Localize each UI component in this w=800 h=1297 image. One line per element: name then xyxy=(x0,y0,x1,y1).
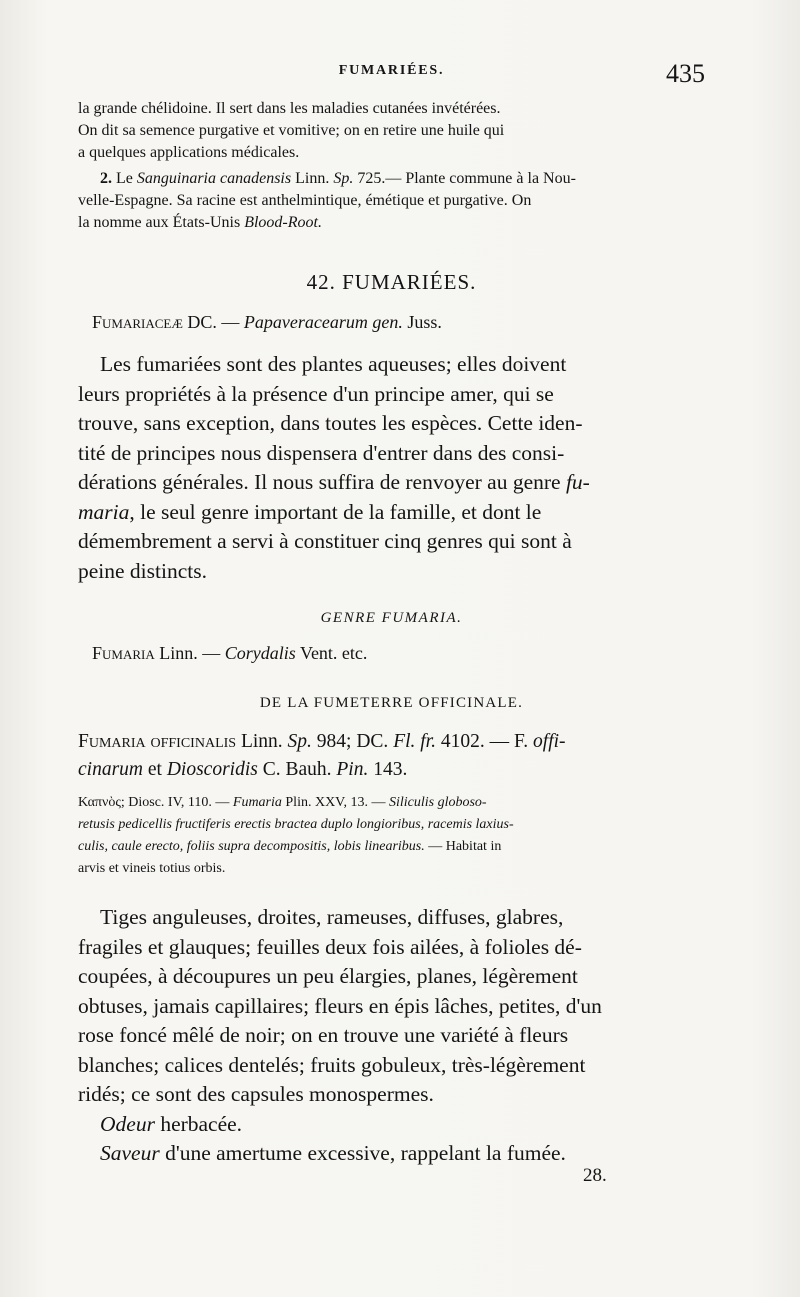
greek-name: Καπνὸς xyxy=(78,795,121,810)
note-text: Diosc. IV, 110. — xyxy=(128,795,230,810)
running-head: FUMARIÉES. xyxy=(338,63,445,78)
note-text: — Habitat in xyxy=(428,839,502,854)
note-text: Plin. XXV, 13. — xyxy=(285,795,386,810)
author: Linn. xyxy=(240,731,283,752)
paragraph-line: blanches; calices dentelés; fruits gobuleux, très-légèrement xyxy=(78,1052,586,1077)
epithet: offi- xyxy=(533,731,566,752)
reference: C. Bauh. xyxy=(262,759,332,780)
conjunction: et xyxy=(147,759,162,780)
species-note: Καπνὸς; Diosc. IV, 110. — Fumaria Plin. XXV, 13. — Siliculis globoso- retusis pedicellis fructiferis erectis bractea duplo longioribus, racemis laxius- culis, caule erecto, foliis supra decompositis, lobis linearibus. — Habitat in arvis et vineis totius orbis. xyxy=(78,792,705,880)
paragraph-line: Tiges anguleuses, droites, rameuses, diffuses, glabres, xyxy=(100,905,564,929)
paragraph-line: trouve, sans exception, dans toutes les espèces. Cette iden- xyxy=(78,411,583,435)
saveur-label: Saveur xyxy=(100,1141,160,1165)
species-name: Fumaria officinalis xyxy=(78,731,237,752)
family-synonym xyxy=(92,312,705,333)
reference: 143. xyxy=(373,759,408,780)
paragraph-line: fragiles et glauques; feuilles deux fois ailées, à folioles dé- xyxy=(78,934,582,959)
latin-text: culis, caule erecto, foliis supra decompositis, lobis linearibus. xyxy=(78,839,425,854)
paragraph-line: leurs propriétés à la présence d'un principe amer, qui se xyxy=(78,381,554,406)
sp-abbrev: Sp. xyxy=(333,170,354,187)
paragraph-line: rose foncé mêlé de noir; on en trouve une variété à fleurs xyxy=(78,1023,569,1047)
description-paragraph xyxy=(78,903,705,1169)
latin-text: retusis pedicellis fructiferis erectis bractea duplo longioribus, racemis laxius- xyxy=(78,817,514,832)
synonym-author: Juss. xyxy=(407,312,442,332)
carryover-line: a quelques applications médicales. xyxy=(78,144,300,161)
paragraph-line: ridés; ce sont des capsules monospermes. xyxy=(78,1082,434,1106)
note-genus: Fumaria xyxy=(232,795,282,810)
synonym-genus: Papaveracearum gen. xyxy=(243,312,403,332)
species-heading: DE LA FUMETERRE OFFICINALE. xyxy=(259,695,524,711)
odeur-text: herbacée. xyxy=(160,1111,243,1136)
reference: 984; DC. xyxy=(316,731,389,752)
family-paragraph xyxy=(78,350,705,586)
paragraph-line: Les fumariées sont des plantes aqueuses; elles doivent xyxy=(100,352,567,376)
common-name: Blood-Root. xyxy=(244,214,322,231)
carryover-line: la grande chélidoine. Il sert dans les maladies cutanées invétérées. xyxy=(78,100,501,117)
family-heading: 42. FUMARIÉES. xyxy=(306,270,477,294)
note-text: arvis et vineis totius orbis. xyxy=(78,861,226,876)
page-header xyxy=(78,59,705,97)
item-pre: Le xyxy=(116,170,133,187)
carryover-paragraph xyxy=(78,98,705,164)
genre-synonym xyxy=(92,643,705,664)
synonym-name: Fumariaceæ xyxy=(92,312,183,332)
synonym-author: DC. xyxy=(187,312,217,332)
epithet: cinarum xyxy=(78,759,143,780)
epithet: Dioscoridis xyxy=(166,759,258,780)
synonym-genus: Corydalis xyxy=(224,643,296,663)
synonym-name: Fumaria xyxy=(92,643,155,663)
species-synonym xyxy=(78,728,705,784)
sanguinaria-entry xyxy=(78,168,705,234)
genre-heading: GENRE FUMARIA. xyxy=(320,610,463,626)
paragraph-line: tité de principes nous dispensera d'entrer dans des consi- xyxy=(78,440,565,465)
item-text: 725.— Plante commune à la Nou- xyxy=(357,170,576,187)
saveur-text: d'une amertume excessive, rappelant la fumée. xyxy=(165,1141,566,1165)
item-text: la nomme aux États-Unis xyxy=(78,214,241,231)
item-line: velle-Espagne. Sa racine est anthelmintique, émétique et purgative. On xyxy=(78,192,532,209)
synonym-dash: — xyxy=(202,643,221,663)
paragraph-line: démembrement a servi à constituer cinq genres qui sont à xyxy=(78,529,572,553)
author: Linn. xyxy=(295,170,330,187)
paragraph-line: peine distincts. xyxy=(78,558,207,583)
synonym-rest: Vent. etc. xyxy=(299,643,368,663)
paragraph-line: obtuses, jamais capillaires; fleurs en épis lâches, petites, d'un xyxy=(78,993,602,1018)
item-number: 2. xyxy=(100,170,112,187)
species-name: Sanguinaria canadensis xyxy=(136,170,292,187)
paragraph-line: dérations générales. Il nous suffira de renvoyer au genre xyxy=(78,470,561,494)
genus-name-start: fu- xyxy=(565,470,590,494)
paragraph-line: , le seul genre important de la famille, et dont le xyxy=(129,499,542,524)
synonym-author: Linn. xyxy=(159,643,198,663)
carryover-line: On dit sa semence purgative et vomitive; on en retire une huile qui xyxy=(78,122,505,139)
page-number: 435 xyxy=(666,59,705,88)
latin-text: Siliculis globoso- xyxy=(388,795,487,810)
odeur-label: Odeur xyxy=(100,1111,155,1136)
flora-abbrev: Fl. fr. xyxy=(393,731,436,752)
synonym-dash: — xyxy=(221,312,240,332)
genus-name-end: maria xyxy=(78,499,130,524)
signature-mark: 28. xyxy=(583,1165,607,1186)
paragraph-line: coupées, à découpures un peu élargies, planes, légèrement xyxy=(78,964,578,988)
pinax-abbrev: Pin. xyxy=(336,759,369,780)
sp-abbrev: Sp. xyxy=(287,731,312,752)
reference: 4102. — F. xyxy=(440,731,529,752)
